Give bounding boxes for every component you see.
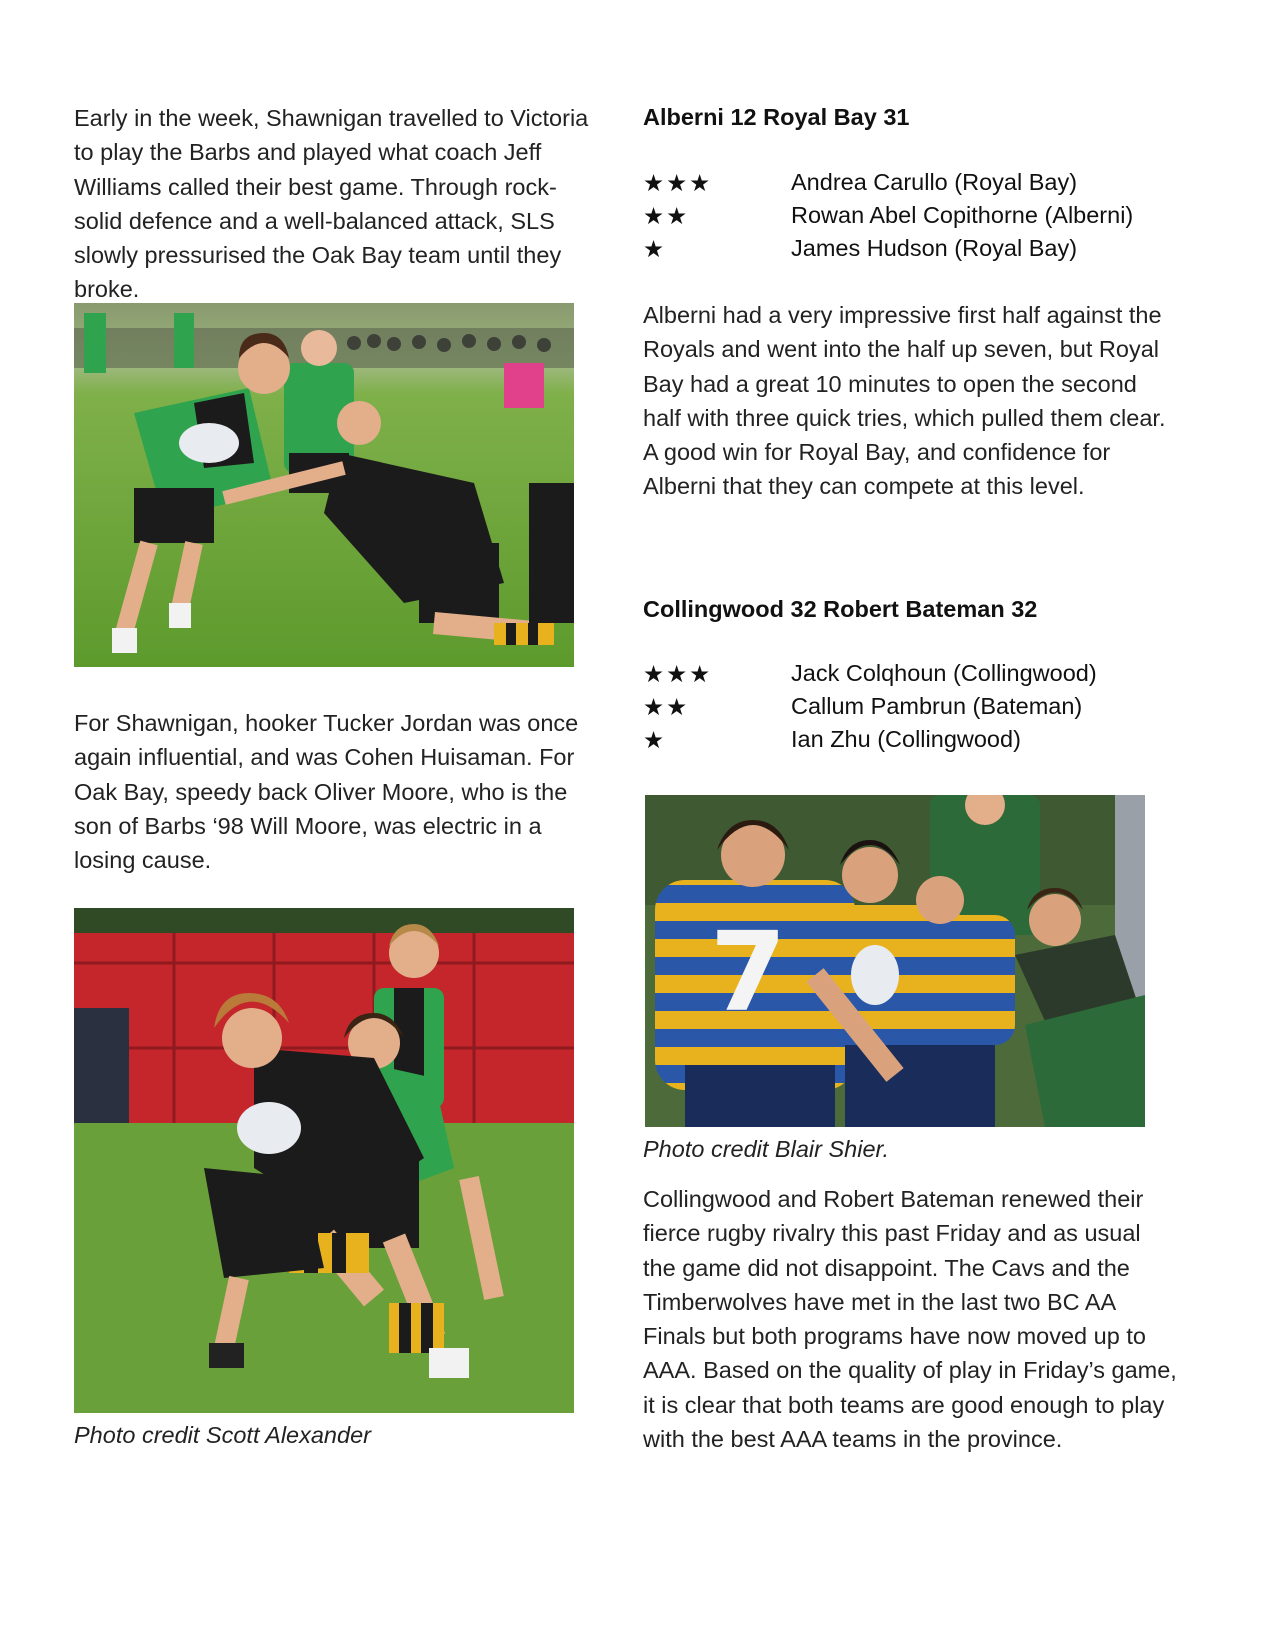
- three-stars-row-alberni-1: [643, 169, 1178, 203]
- one-star-icon: ★: [643, 727, 667, 753]
- three-stars-row-collingwood-3: [643, 726, 1178, 760]
- three-stars-row-alberni-3: [643, 235, 1178, 269]
- collingwood-bateman-paragraph: Collingwood and Robert Bateman renewed their fierce rugby rivalry this past Friday and as usual the game did not disappoint. The Cavs and the Timberwolves have met in the last two BC AA Finals but both programs have now moved up to AAA. Based on the quality of play in Friday’s game, it is clear that both teams are good enough to play with the best AAA teams in the province.: [643, 1186, 1177, 1453]
- alberni-royal-bay-paragraph: Alberni had a very impressive first half against the Royals and went into the half up seven, but Royal Bay had a great 10 minutes to open the second half with three quick tries, which pulled them clear. A good win for Royal Bay, and confidence for Alberni that they can compete at this level.: [643, 302, 1166, 500]
- star-player-name: Jack Colqhoun (Collingwood): [791, 660, 1097, 686]
- three-stars-row-collingwood-2: [643, 693, 1178, 727]
- collingwood-vs-bateman-photo: [645, 795, 1145, 1127]
- two-star-icon: ★★: [643, 694, 690, 720]
- jersey-number-seven: 7: [710, 908, 787, 1036]
- shawnigan-standouts-paragraph: For Shawnigan, hooker Tucker Jordan was once again influential, and was Cohen Huisaman. For Oak Bay, speedy back Oliver Moore, who is the son of Barbs ‘98 Will Moore, was electric in a losing cause.: [74, 710, 579, 874]
- alberni-royal-bay-score-heading: Alberni 12 Royal Bay 31: [643, 104, 910, 130]
- shawnigan-intro-paragraph: Early in the week, Shawnigan travelled to Victoria to play the Barbs and played what coach Jeff Williams called their best game. Through rock-solid defence and a well-balanced attack, SLS slowly pressurised the Oak Bay team until they broke.: [74, 105, 589, 303]
- star-player-name: Andrea Carullo (Royal Bay): [791, 169, 1078, 195]
- one-star-icon: ★: [643, 236, 667, 262]
- three-stars-row-alberni-2: [643, 202, 1178, 236]
- three-star-icon: ★★★: [643, 661, 713, 687]
- star-player-name: James Hudson (Royal Bay): [791, 235, 1078, 261]
- three-stars-row-collingwood-1: [643, 660, 1178, 694]
- photo-credit-blair-shier: Photo credit Blair Shier.: [643, 1136, 889, 1162]
- collingwood-bateman-score-heading: Collingwood 32 Robert Bateman 32: [643, 596, 1038, 622]
- three-star-icon: ★★★: [643, 170, 713, 196]
- photo-credit-scott-alexander: Photo credit Scott Alexander: [74, 1422, 371, 1448]
- star-player-name: Rowan Abel Copithorne (Alberni): [791, 202, 1134, 228]
- star-player-name: Ian Zhu (Collingwood): [791, 726, 1021, 752]
- shawnigan-vs-oakbay-photo-2: [74, 908, 574, 1413]
- two-star-icon: ★★: [643, 203, 690, 229]
- shawnigan-vs-oakbay-photo-1: [74, 303, 574, 667]
- star-player-name: Callum Pambrun (Bateman): [791, 693, 1083, 719]
